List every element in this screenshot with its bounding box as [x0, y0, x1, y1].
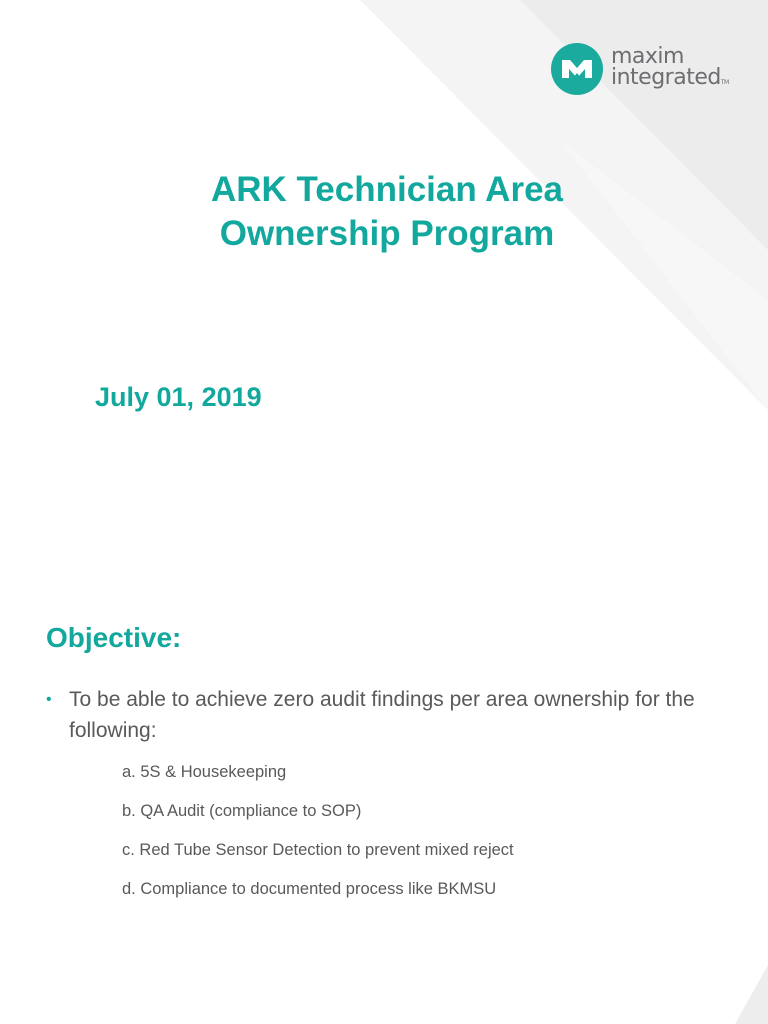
objective-item: b. QA Audit (compliance to SOP)	[122, 802, 362, 820]
logo-trademark: TM	[720, 78, 729, 86]
objective-item: c. Red Tube Sensor Detection to prevent mixed reject	[122, 841, 514, 859]
slide-date: July 01, 2019	[95, 382, 262, 412]
objective-bullet-text: To be able to achieve zero audit findings per area ownership for the following:	[69, 688, 695, 742]
title-line-1: ARK Technician Area	[210, 170, 564, 209]
logo-text-maxim: maxim	[611, 43, 684, 69]
objective-item: d. Compliance to documented process like BKMSU	[122, 880, 497, 898]
bullet-icon: •	[46, 691, 52, 708]
objective-heading: Objective:	[46, 622, 182, 653]
maxim-logo-icon	[551, 43, 603, 95]
maxim-integrated-logo	[551, 43, 729, 95]
slide-title	[0, 168, 768, 256]
objective-bullet	[46, 684, 726, 746]
objective-item: a. 5S & Housekeeping	[122, 763, 287, 781]
title-line-2: Ownership Program	[219, 214, 555, 253]
logo-text-integrated: integrated	[611, 64, 721, 90]
